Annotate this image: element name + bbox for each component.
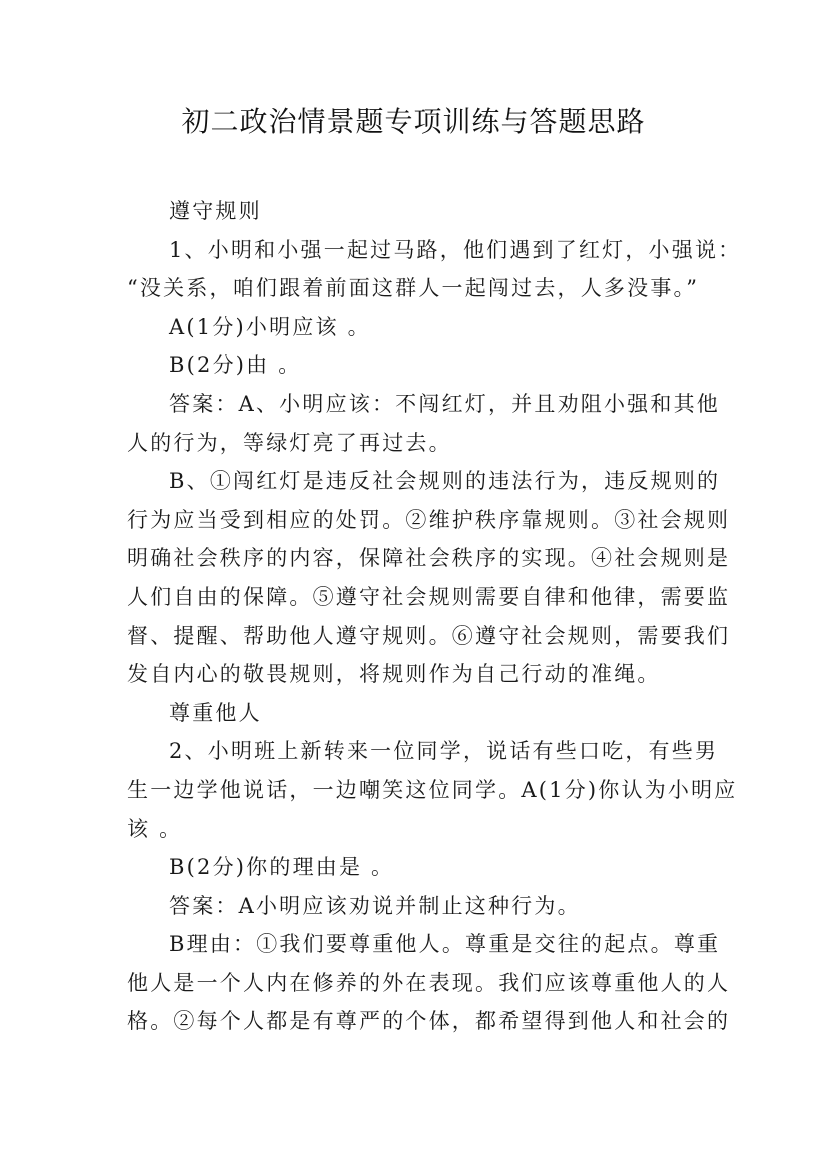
text-line: 尊重他人 [169, 700, 262, 725]
text-line: 格。②每个人都是有尊严的个体，都希望得到他人和社会的 [127, 1009, 731, 1034]
text-line: 2、小明班上新转来一位同学，说话有些口吃，有些男 [169, 739, 719, 764]
text-line: 答案：A、小明应该：不闯红灯，并且劝阻小强和其他 [169, 391, 720, 416]
document-body [127, 192, 742, 1041]
text-line: 人们自由的保障。⑤遵守社会规则需要自律和他律，需要监 [127, 584, 731, 609]
text-line: 发自内心的敬畏规则，将规则作为自己行动的准绳。 [127, 662, 661, 687]
text-line: A(1分)小明应该 。 [169, 314, 371, 339]
text-line: 行为应当受到相应的处罚。②维护秩序靠规则。③社会规则 [127, 507, 731, 532]
text-line: 人的行为，等绿灯亮了再过去。 [127, 430, 452, 455]
text-line: 明确社会秩序的内容，保障社会秩序的实现。④社会规则是 [127, 546, 731, 571]
text-line: 生一边学他说话，一边嘲笑这位同学。A(1分)你认为小明应 [127, 777, 738, 802]
text-line: 督、提醒、帮助他人遵守规则。⑥遵守社会规则，需要我们 [127, 623, 731, 648]
text-line: B、①闯红灯是违反社会规则的违法行为，违反规则的 [169, 469, 721, 494]
text-line: B(2分)由 。 [169, 353, 302, 378]
text-line: B理由：①我们要尊重他人。尊重是交往的起点。尊重 [169, 932, 721, 957]
text-line: 该 。 [127, 816, 183, 841]
text-line: 答案：A小明应该劝说并制止这种行为。 [169, 893, 581, 918]
text-line: “没关系，咱们跟着前面这群人一起闯过去，人多没事。” [127, 276, 700, 301]
text-line: 1、小明和小强一起过马路，他们遇到了红灯，小强说： [169, 237, 742, 262]
text-line: 遵守规则 [169, 199, 262, 223]
text-line: 他人是一个人内在修养的外在表现。我们应该尊重他人的人 [127, 970, 731, 995]
text-line: B(2分)你的理由是 。 [169, 855, 395, 880]
document-title: 初二政治情景题专项训练与答题思路 [181, 105, 646, 138]
